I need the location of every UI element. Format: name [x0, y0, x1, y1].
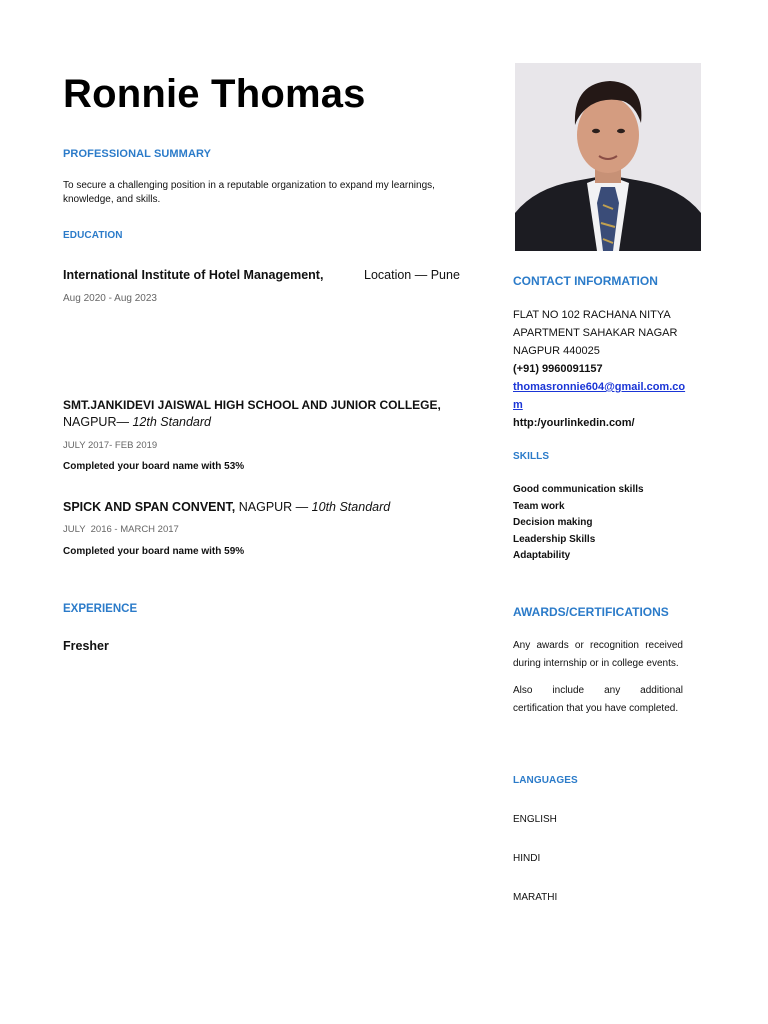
skill-item: Good communication skills: [513, 484, 644, 495]
experience-text: Fresher: [63, 639, 109, 653]
education-2-place: NAGPUR—: [63, 415, 129, 429]
summary-text: To secure a challenging position in a reputable organization to expand my learnings, knowledge, and skills.: [63, 180, 435, 205]
skills-heading: SKILLS: [513, 451, 550, 462]
language-item: ENGLISH: [513, 814, 557, 825]
awards-paragraph-1: Any awards or recognition received during internship or in college events.: [513, 640, 683, 669]
address-line-1: FLAT NO 102 RACHANA NITYA: [513, 309, 671, 321]
education-3-dates: JULY 2016 - MARCH 2017: [63, 524, 179, 535]
address-line-3: NAGPUR 440025: [513, 345, 600, 357]
skills-list: [513, 482, 644, 565]
address-line-2: APARTMENT SAHAKAR NAGAR: [513, 327, 678, 339]
education-heading: EDUCATION: [63, 230, 123, 241]
education-3-standard: 10th Standard: [311, 500, 391, 514]
education-3-line: [63, 500, 390, 514]
education-2-standard: 12th Standard: [132, 415, 212, 429]
contact-block: [513, 306, 688, 432]
education-1-location: Location — Pune: [364, 268, 460, 282]
languages-heading: LANGUAGES: [513, 775, 578, 786]
linkedin-url[interactable]: http:/yourlinkedin.com/: [513, 417, 635, 429]
language-item: MARATHI: [513, 892, 558, 903]
awards-paragraph-2: Also include any additional certification that you have completed.: [513, 685, 683, 714]
education-2-dates: JULY 2017- FEB 2019: [63, 440, 158, 451]
contact-heading: CONTACT INFORMATION: [513, 274, 658, 288]
skill-item: Decision making: [513, 517, 593, 528]
education-2-note: Completed your board name with 53%: [63, 461, 245, 472]
skill-item: Team work: [513, 500, 565, 512]
education-1-institution: International Institute of Hotel Management,: [63, 268, 324, 282]
candidate-name: Ronnie Thomas: [63, 72, 366, 116]
profile-photo: [515, 63, 701, 251]
education-3-note: Completed your board name with 59%: [63, 546, 245, 557]
education-2-standard-line: [63, 415, 211, 429]
awards-heading: AWARDS/CERTIFICATIONS: [513, 605, 669, 619]
language-item: HINDI: [513, 853, 541, 864]
phone-number: (+91) 9960091157: [513, 363, 603, 375]
summary-heading: PROFESSIONAL SUMMARY: [63, 148, 212, 160]
skill-item: Adaptability: [513, 550, 571, 561]
education-3-place: NAGPUR —: [238, 500, 309, 514]
experience-heading: EXPERIENCE: [63, 603, 138, 615]
education-1-dates: Aug 2020 - Aug 2023: [63, 293, 157, 304]
skill-item: Leadership Skills: [513, 533, 596, 545]
education-3-institution: SPICK AND SPAN CONVENT,: [63, 500, 236, 514]
email-link[interactable]: thomasronnie604@gmail.com.com: [513, 381, 686, 411]
profile-photo-illustration: [515, 63, 701, 251]
education-2-institution: SMT.JANKIDEVI JAISWAL HIGH SCHOOL AND JUNIOR COLLEGE,: [63, 398, 441, 412]
